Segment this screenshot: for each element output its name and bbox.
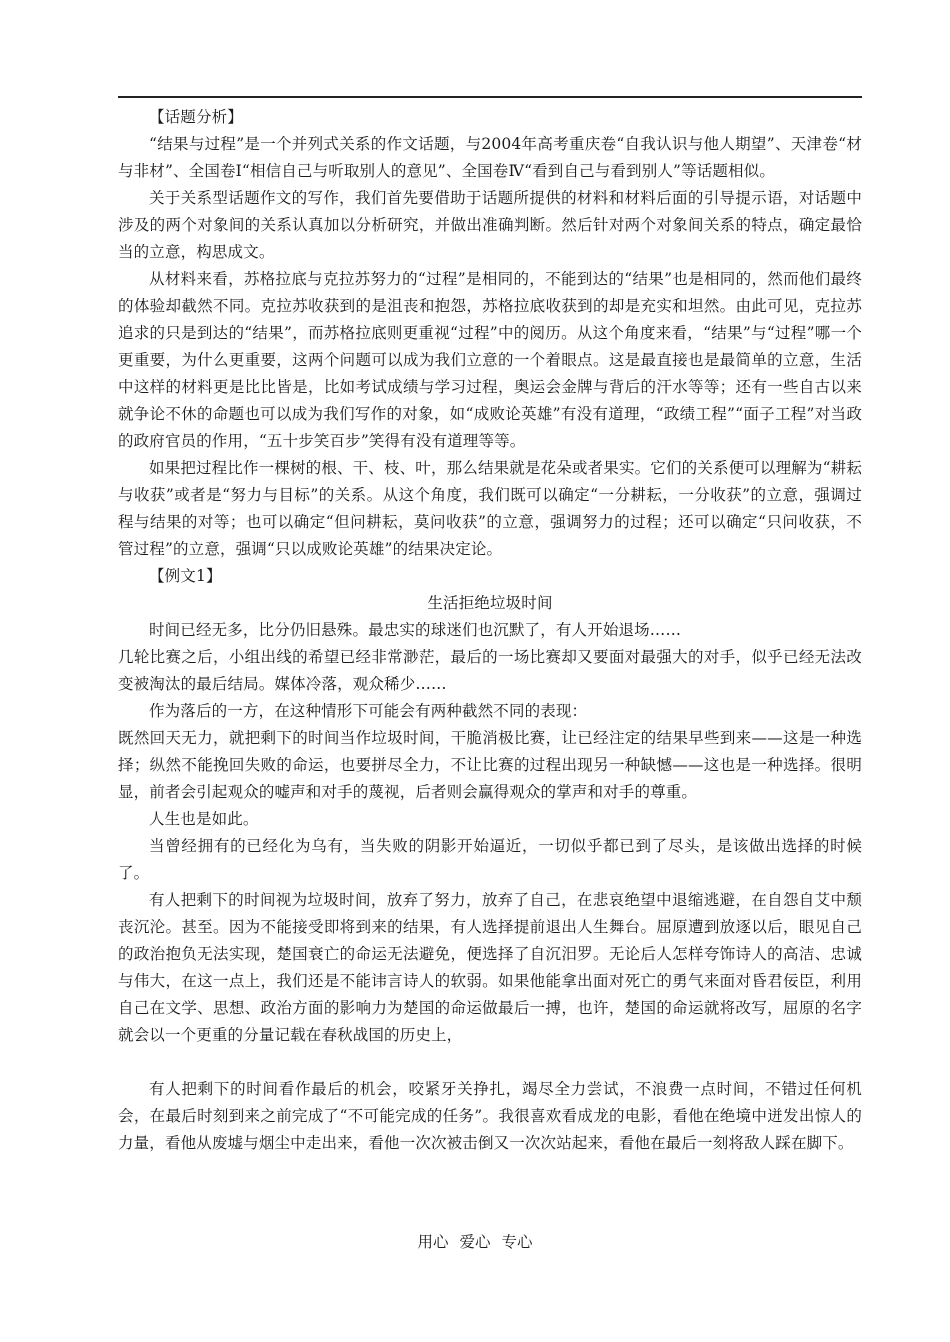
footer-word: 用心 — [417, 1233, 449, 1251]
analysis-paragraph-3: 从材料来看，苏格拉底与克拉苏努力的“过程”是相同的，不能到达的“结果”也是相同的，然而他们最终的体验却截然不同。克拉苏收获到的是沮丧和抱怨，苏格拉底收获到的却是充实和坦然。由此可见，克拉苏追求的只是到达的“结果”，而苏格拉底则更重视“过程”中的阅历。从这个角度来看，“结果”与“过程”哪一个更重要，为什么更重要，这两个问题可以成为我们立意的一个着眼点。这是最直接也是最简单的立意，生活中这样的材料更是比比皆是，比如考试成绩与学习过程，奥运会金牌与背后的汗水等等；还有一些自古以来就争论不休的命题也可以成为我们写作的对象，如“成败论英雄”有没有道理，“政绩工程”“面子工程”对当政的政府官员的作用，“五十步笑百步”笑得有没有道理等等。 — [118, 270, 862, 450]
page-footer — [0, 1230, 950, 1254]
essay-paragraph: 当曾经拥有的已经化为乌有，当失败的阴影开始逼近，一切似乎都已到了尽头，是该做出选择的时候了。 — [118, 837, 862, 882]
essay-paragraph: 有人把剩下的时间视为垃圾时间，放弃了努力，放弃了自己，在悲哀绝望中退缩逃避，在自怨自艾中颓丧沉沦。甚至。因为不能接受即将到来的结果，有人选择提前退出人生舞台。屈原遭到放逐以后，眼见自己的政治抱负无法实现，楚国衰亡的命运无法避免，便选择了自沉汨罗。无论后人怎样夸饰诗人的高洁、忠诚与伟大，在这一点上，我们还是不能讳言诗人的软弱。如果他能拿出面对死亡的勇气来面对昏君佞臣，利用自己在文学、思想、政治方面的影响力为楚国的命运做最后一搏，也许，楚国的命运就将改写，屈原的名字就会以一个更重的分量记载在春秋战国的历史上， — [118, 891, 862, 1044]
essay-paragraph: 既然回天无力，就把剩下的时间当作垃圾时间，干脆消极比赛，让已经注定的结果早些到来——这是一种选择；纵然不能挽回失败的命运，也要拼尽全力，不让比赛的过程出现另一种缺憾——这也是一种选择。很明显，前者会引起观众的嘘声和对手的蔑视，后者则会赢得观众的掌声和对手的尊重。 — [118, 729, 862, 801]
analysis-paragraph-2: 关于关系型话题作文的写作，我们首先要借助于话题所提供的材料和材料后面的引导提示语，对话题中涉及的两个对象间的关系认真加以分析研究，并做出准确判断。然后针对两个对象间关系的特点，确定最恰当的立意，构思成文。 — [118, 189, 862, 261]
analysis-paragraph-4: 如果把过程比作一棵树的根、干、枝、叶，那么结果就是花朵或者果实。它们的关系便可以理解为“耕耘与收获”或者是“努力与目标”的关系。从这个角度，我们既可以确定“一分耕耘，一分收获”的立意，强调过程与结果的对等；也可以确定“但问耕耘，莫问收获”的立意，强调努力的过程；还可以确定“只问收获，不管过程”的立意，强调“只以成败论英雄”的结果决定论。 — [118, 459, 862, 558]
essay-paragraph: 几轮比赛之后，小组出线的希望已经非常渺茫，最后的一场比赛却又要面对最强大的对手，似乎已经无法改变被淘汰的最后结局。媒体冷落，观众稀少…… — [118, 648, 862, 693]
paragraph-gap — [118, 1049, 862, 1076]
section-heading-example: 【例文1】 — [149, 567, 222, 585]
header-rule — [118, 96, 862, 98]
section-heading-topic-analysis: 【话题分析】 — [149, 108, 243, 126]
analysis-paragraph-1: “结果与过程”是一个并列式关系的作文话题，与2004年高考重庆卷“自我认识与他人期望”、天津卷“材与非材”、全国卷Ⅰ“相信自己与听取别人的意见”、全国卷Ⅳ“看到自己与看到别人”等话题相似。 — [118, 135, 862, 180]
essay-paragraph: 人生也是如此。 — [149, 810, 259, 828]
document-body — [118, 104, 862, 1157]
essay-paragraph: 有人把剩下的时间看作最后的机会，咬紧牙关挣扎，竭尽全力尝试，不浪费一点时间，不错过任何机会，在最后时刻到来之前完成了“不可能完成的任务”。我很喜欢看成龙的电影，看他在绝境中迸发出惊人的力量，看他从废墟与烟尘中走出来，看他一次次被击倒又一次次站起来，看他在最后一刻将敌人踩在脚下。 — [118, 1080, 862, 1152]
essay-title: 生活拒绝垃圾时间 — [427, 594, 553, 612]
footer-word: 爱心 — [459, 1233, 491, 1251]
essay-paragraph: 作为落后的一方，在这种情形下可能会有两种截然不同的表现： — [149, 702, 588, 720]
footer-word: 专心 — [501, 1233, 533, 1251]
essay-paragraph: 时间已经无多，比分仍旧悬殊。最忠实的球迷们也沉默了，有人开始退场…… — [149, 621, 682, 639]
